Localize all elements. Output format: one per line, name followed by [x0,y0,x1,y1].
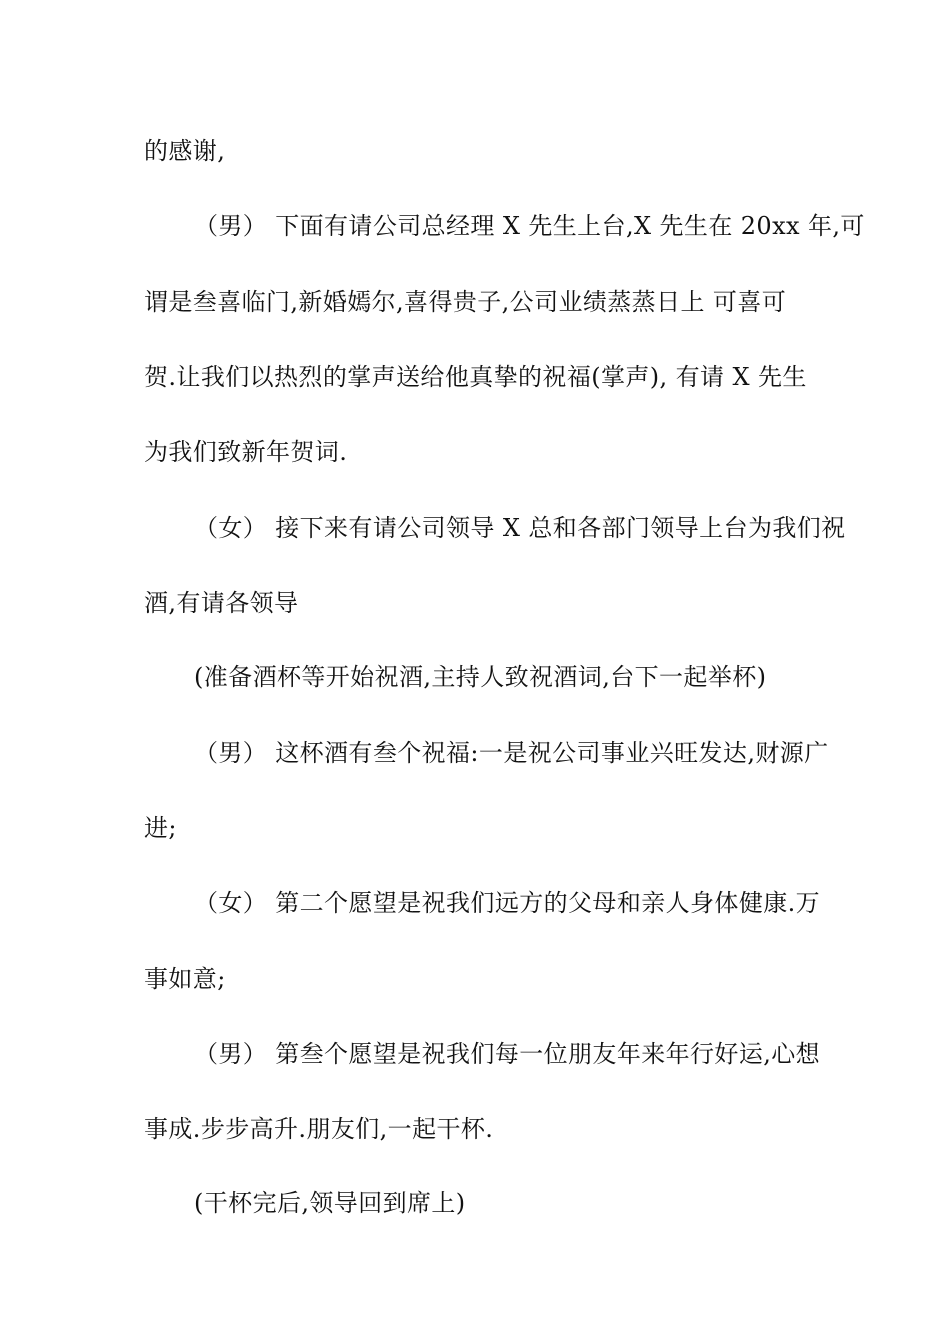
text-line: 酒,有请各领导 [144,589,299,617]
text-line: (干杯完后,领导回到席上) [194,1189,466,1217]
text-line: （女） 第二个愿望是祝我们远方的父母和亲人身体健康.万 [194,889,821,917]
text-line: 为我们致新年贺词. [144,438,348,466]
text-line: 事如意; [144,965,226,993]
text-line: 进; [144,814,177,842]
text-line: 事成.步步高升.朋友们,一起干杯. [144,1115,494,1143]
text-line: （女） 接下来有请公司领导 X 总和各部门领导上台为我们祝 [194,514,846,542]
text-line: 谓是叁喜临门,新婚嫣尔,喜得贵子,公司业绩蒸蒸日上 可喜可 [144,288,787,316]
text-line: （男） 下面有请公司总经理 X 先生上台,X 先生在 20xx 年,可 [194,212,865,240]
text-line: (准备酒杯等开始祝酒,主持人致祝酒词,台下一起举杯) [194,663,767,691]
text-line: （男） 第叁个愿望是祝我们每一位朋友年来年行好运,心想 [194,1040,821,1068]
text-line: 贺.让我们以热烈的掌声送给他真挚的祝福(掌声), 有请 X 先生 [144,363,807,391]
text-line: （男） 这杯酒有叁个祝福:一是祝公司事业兴旺发达,财源广 [194,739,829,767]
text-line: 的感谢, [144,137,226,165]
